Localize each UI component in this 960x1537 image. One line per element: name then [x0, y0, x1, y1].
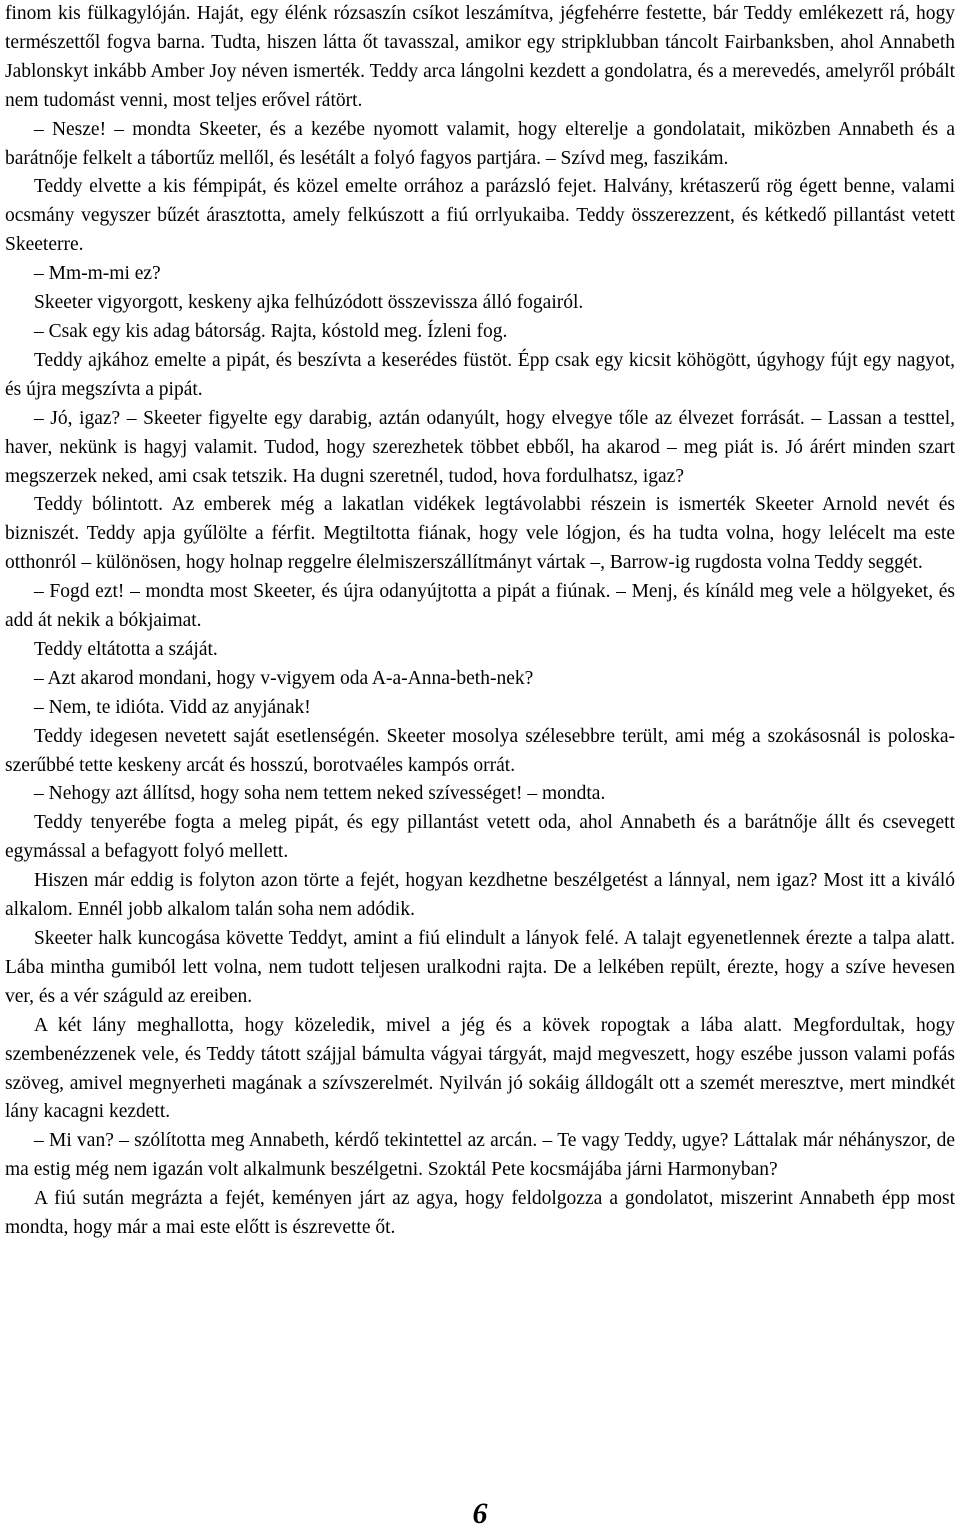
- paragraph-4: – Mm-m-mi ez?: [34, 263, 161, 285]
- page-body: [5, 0, 955, 1243]
- paragraph-7: Teddy ajkához emelte a pipát, és beszívta a keserédes füstöt. Épp csak egy kicsit köhögött, úgyhogy fújt egy nagyot, és újra megszívta a pipát.: [5, 349, 955, 400]
- paragraph-16: Teddy tenyerébe fogta a meleg pipát, és egy pillantást vetett oda, ahol Annabeth és a barátnője állt és csevegett egymással a befagyott folyó mellett.: [5, 812, 955, 863]
- paragraph-13: – Nem, te idióta. Vidd az anyjának!: [34, 696, 311, 718]
- paragraph-10: – Fogd ezt! – mondta most Skeeter, és újra odanyújtotta a pipát a fiúnak. – Menj, és kínáld meg vele a hölgyeket, és add át nekik a bókjaimat.: [5, 581, 955, 632]
- paragraph-8: – Jó, igaz? – Skeeter figyelte egy darabig, aztán odanyúlt, hogy elvegye tőle az élvezet forrását. – Lassan a testtel, haver, nekünk is hagyj valamit. Tudod, hogy szerezhetek többet ebből, ha akarod – meg piát is. Jó árért minden szart megszerzek neked, ami csak tetszik. Ha dugni szeretnél, tudod, hova fordulhatsz, igaz?: [5, 407, 955, 487]
- paragraph-21: A fiú sután megrázta a fejét, keményen járt az agya, hogy feldolgozza a gondolatot, miszerint Annabeth épp most mondta, hogy már a mai este előtt is észrevette őt.: [5, 1188, 955, 1239]
- paragraph-6: – Csak egy kis adag bátorság. Rajta, kóstold meg. Ízleni fog.: [34, 320, 508, 342]
- paragraph-3: Teddy elvette a kis fémpipát, és közel emelte orrához a parázsló fejet. Halvány, krétaszerű rög égett benne, valami ocsmány vegyszer bűzét árasztotta, amely felkúszott a fiú orrlyukaiba. Teddy összerezzent, és kétkedő pillantást vetett Skeeterre.: [5, 176, 955, 256]
- paragraph-15: – Nehogy azt állítsd, hogy soha nem tettem neked szívességet! – mondta.: [34, 783, 606, 805]
- paragraph-11: Teddy eltátotta a száját.: [34, 638, 218, 660]
- page-number: 6: [472, 1497, 488, 1530]
- paragraph-18: Skeeter halk kuncogása követte Teddyt, amint a fiú elindult a lányok felé. A talajt egyenetlennek érezte a talpa alatt. Lába mintha gumiból lett volna, nem tudott teljesen uralkodni rajta. De a lelkében repült, érezte, hogy a szíve hevesen ver, és a vér száguld az ereiben.: [5, 928, 955, 1007]
- paragraph-2: – Nesze! – mondta Skeeter, és a kezébe nyomott valamit, hogy elterelje a gondolatait, miközben Annabeth és a barátnője felkelt a tábortűz mellől, és lesétált a folyó fagyos partjára. – Szívd meg, faszikám.: [5, 118, 955, 169]
- paragraph-5: Skeeter vigyorgott, keskeny ajka felhúzódott összevissza álló fogairól.: [34, 292, 584, 314]
- paragraph-12: – Azt akarod mondani, hogy v-vigyem oda A-a-Anna-beth-nek?: [34, 667, 534, 689]
- paragraph-9: Teddy bólintott. Az emberek még a lakatlan vidékek legtávolabbi részein is ismerték Skeeter Arnold nevét és bizniszét. Teddy apja gyűlölte a férfit. Megtiltotta fiának, hogy vele lógjon, és ha tudta volna, hogy lelécelt ma este otthonról – különösen, hogy holnap reggelre élelmiszerszállítmányt vártak –, Barrow-ig rugdosta volna Teddy seggét.: [5, 494, 955, 574]
- paragraph-20: – Mi van? – szólította meg Annabeth, kérdő tekintettel az arcán. – Te vagy Teddy, ugye? Láttalak már néhányszor, de ma estig még nem igazán volt alkalmunk beszélgetni. Szoktál Pete kocsmájába járni Harmonyban?: [5, 1130, 955, 1181]
- paragraph-19: A két lány meghallotta, hogy közeledik, mivel a jég és a kövek ropogtak a lába alatt. Megfordultak, hogy szembenézzenek vele, és Teddy tátott szájjal bámulta vágyai tárgyát, majd megveszett, hogy eszébe jusson valami pofás szöveg, amivel megnyerheti magának a szívszerelmét. Nyilván jó sokáig álldogált ott a szemét meresztve, mert mindkét lány kacagni kezdett.: [5, 1014, 955, 1123]
- paragraph-14: Teddy idegesen nevetett saját esetlenségén. Skeeter mosolya szélesebbre terült, ami még a szokásosnál is poloska-szerűbbé tette keskeny arcát és hosszú, borotvaéles kampós orrát.: [5, 725, 955, 776]
- paragraph-17: Hiszen már eddig is folyton azon törte a fejét, hogyan kezdhetne beszélgetést a lánnyal, nem igaz? Most itt a kiváló alkalom. Ennél jobb alkalom talán soha nem adódik.: [5, 870, 955, 921]
- paragraph-1: finom kis fülkagylóján. Haját, egy élénk rózsaszín csíkot leszámítva, jégfehérre festette, bár Teddy emlékezett rá, hogy természettől fogva barna. Tudta, hiszen látta őt tavasszal, amikor egy stripklubban táncolt Fairbanksben, ahol Annabeth Jablonskyt inkább Amber Joy néven ismerték. Teddy arca lángolni kezdett a gondolatra, és a merevedés, amelyről próbált nem tudomást venni, most teljes erővel rátört.: [5, 3, 955, 111]
